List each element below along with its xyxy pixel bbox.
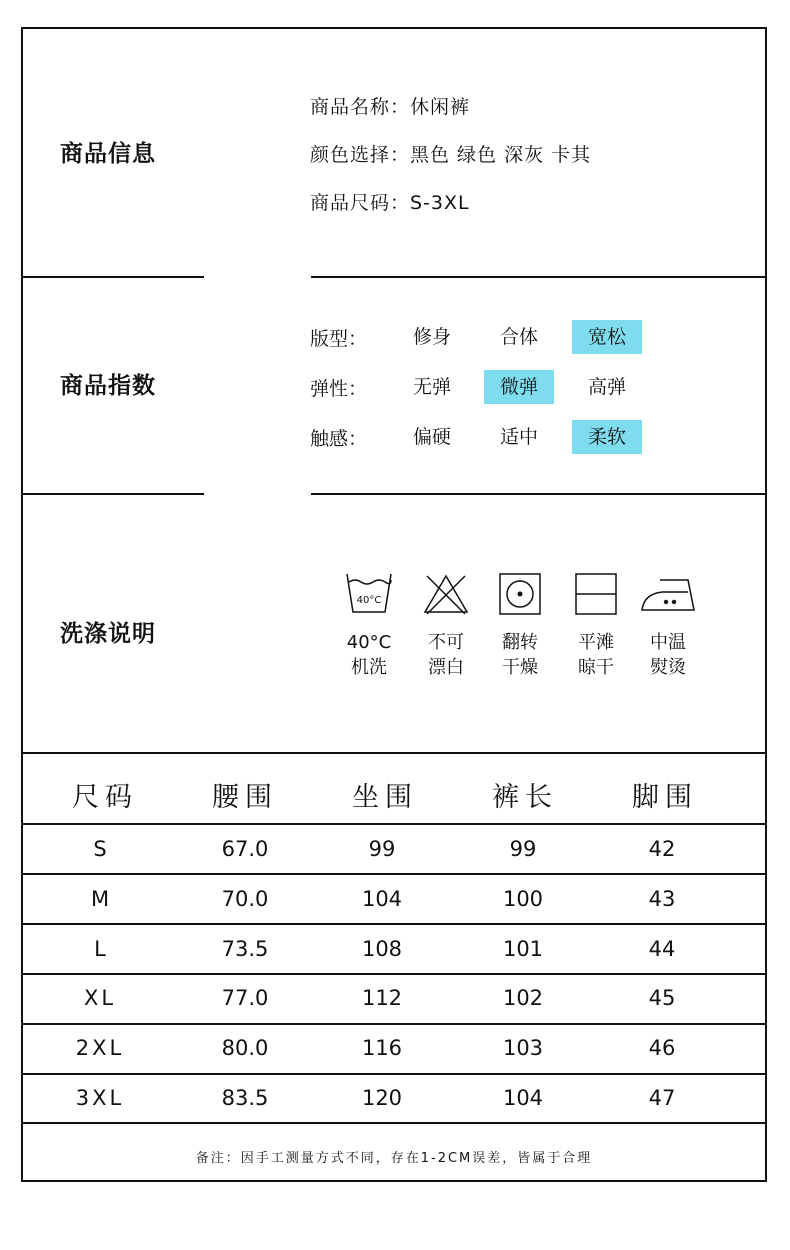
table-cell: 3XL [75,1086,125,1110]
table-divider [21,923,767,925]
table-divider [21,1073,767,1075]
index-option-touch-soft: 柔软 [572,420,642,454]
table-cell: 45 [648,986,676,1010]
iron-medium-icon [640,572,696,616]
care-label-line: 平滩 [578,632,614,653]
care-label-dry [480,630,560,680]
table-cell: 70.0 [221,887,269,911]
table-cell: 46 [648,1036,676,1060]
no-bleach-icon [421,572,471,616]
divider-right [311,493,767,495]
table-cell: 103 [502,1036,544,1060]
table-header-size: 尺码 [72,782,138,813]
table-cell: 42 [648,837,676,861]
care-label-flat [556,630,636,680]
care-label-line: 熨烫 [650,657,686,678]
index-option-fit-loose: 宽松 [572,320,642,354]
care-label-line: 晾干 [578,657,614,678]
product-color-line: 颜色选择：黑色 绿色 深灰 卡其 [310,144,592,166]
index-label-touch: 触感： [310,428,368,450]
index-option-touch-firm: 偏硬 [412,426,451,448]
table-cell: 43 [648,887,676,911]
table-cell: 83.5 [221,1086,269,1110]
section-title-product-index: 商品指数 [60,373,156,399]
table-cell: 104 [502,1086,544,1110]
index-option-elasticity-slight: 微弹 [484,370,554,404]
table-cell: 101 [502,937,544,961]
table-cell: 67.0 [221,837,269,861]
table-divider [21,1122,767,1124]
table-cell: 116 [361,1036,403,1060]
index-label-fit: 版型： [310,328,368,350]
dry-flat-icon [574,572,618,616]
table-cell: 44 [648,937,676,961]
table-header-waist: 腰围 [212,782,278,813]
table-cell: 104 [361,887,403,911]
care-label-line: 40°C [346,632,392,653]
care-label-wash [329,630,409,680]
divider-full [21,752,767,754]
table-header-leg-opening: 脚围 [632,782,698,813]
care-label-bleach [406,630,486,680]
divider-right [311,276,767,278]
section-title-product-info: 商品信息 [60,141,156,167]
table-cell: 99 [509,837,537,861]
section-title-washing: 洗涤说明 [60,621,156,647]
index-option-touch-moderate: 适中 [499,426,538,448]
table-cell: 80.0 [221,1036,269,1060]
wash-temp-text: 40°C [356,595,382,606]
care-label-line: 不可 [428,632,464,653]
table-cell: XL [83,986,117,1010]
table-divider [21,873,767,875]
tumble-dry-icon [498,572,542,616]
table-divider [21,823,767,825]
index-option-elasticity-high: 高弹 [587,376,626,398]
care-label-line: 漂白 [428,657,464,678]
care-label-line: 干燥 [502,657,538,678]
index-option-fit-regular: 合体 [499,326,538,348]
product-size-line: 商品尺码：S-3XL [310,192,470,214]
table-cell: 120 [361,1086,403,1110]
table-cell: 47 [648,1086,676,1110]
table-header-hip: 坐围 [352,782,418,813]
table-cell: 112 [361,986,403,1010]
care-label-line: 翻转 [502,632,538,653]
table-cell: 102 [502,986,544,1010]
care-label-line: 机洗 [351,657,387,678]
table-divider [21,973,767,975]
index-label-elasticity: 弹性： [310,378,368,400]
table-divider [21,1023,767,1025]
wash-40-icon [345,572,393,616]
table-header-length: 裤长 [492,782,558,813]
table-cell: 108 [361,937,403,961]
care-label-line: 中温 [650,632,686,653]
product-name-line: 商品名称：休闲裤 [310,96,471,118]
divider-left [21,493,204,495]
table-cell: 2XL [75,1036,125,1060]
table-cell: 100 [502,887,544,911]
table-cell: S [93,837,107,861]
care-label-iron [628,630,708,680]
table-cell: M [90,887,110,911]
footnote: 备注：因手工测量方式不同，存在1-2CM误差，皆属于合理 [195,1151,593,1166]
index-option-fit-slim: 修身 [412,326,451,348]
table-cell: 99 [368,837,396,861]
table-cell: 73.5 [221,937,269,961]
table-cell: 77.0 [221,986,269,1010]
divider-left [21,276,204,278]
table-cell: L [94,937,106,961]
index-option-elasticity-none: 无弹 [412,376,451,398]
